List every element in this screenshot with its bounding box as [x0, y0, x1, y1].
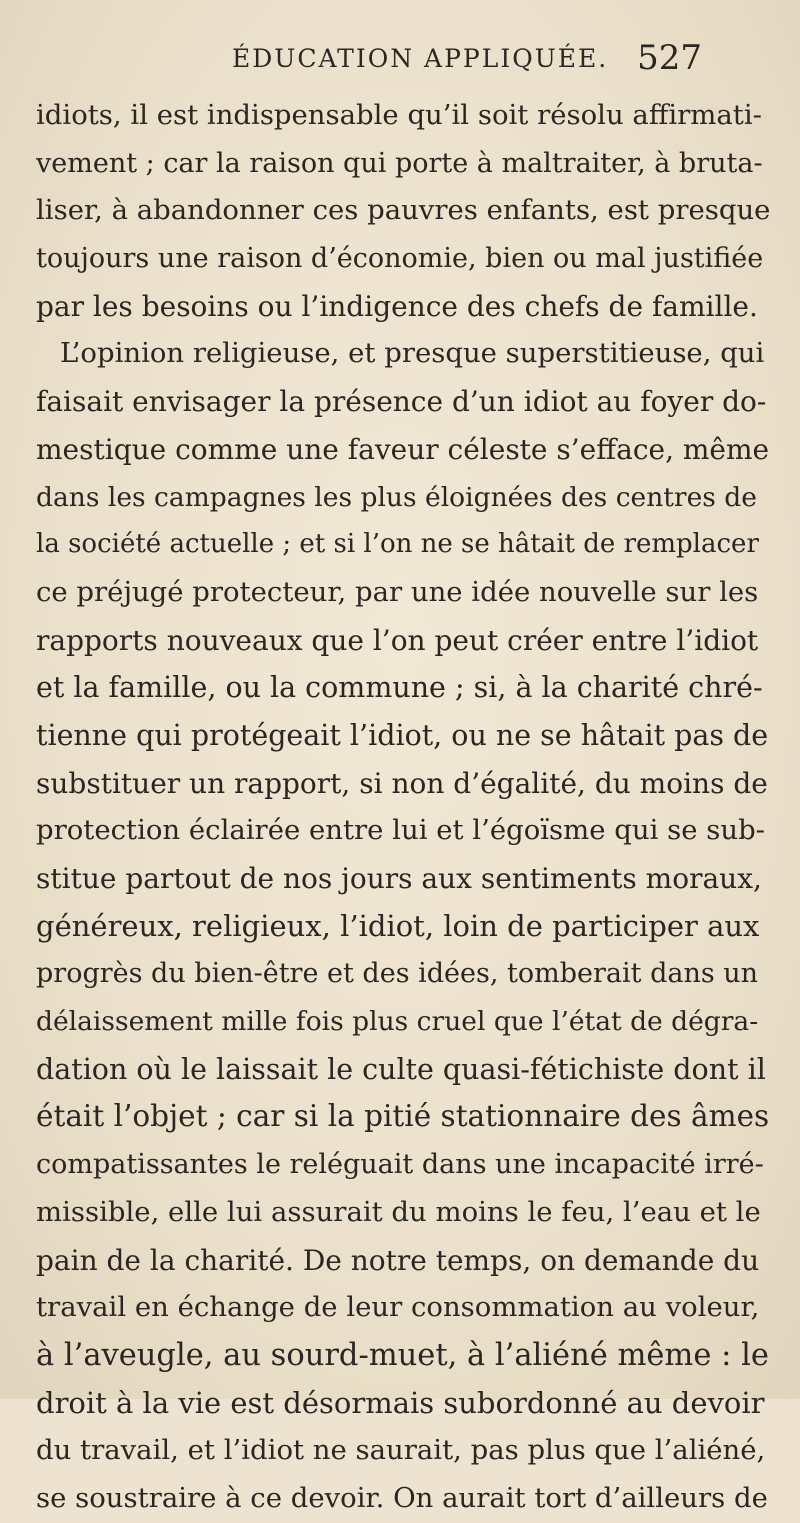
running-title: ÉDUCATION APPLIQUÉE. [232, 44, 609, 73]
text-line: était l’objet ; car si la pitié stationnaire des âmes [36, 1099, 770, 1134]
text-line: substituer un rapport, si non d’égalité, du moins de [36, 766, 768, 800]
text-line: pain de la charité. De notre temps, on demande du [36, 1243, 760, 1277]
text-line: et la famille, ou la commune ; si, à la charité chré- [36, 671, 763, 705]
text-line: tienne qui protégeait l’idiot, ou ne se hâtait pas de [36, 718, 769, 752]
text-line: vement ; car la raison qui porte à maltraiter, à bruta- [36, 147, 763, 179]
page-header [232, 38, 702, 84]
text-line: à l’aveugle, au sourd-muet, à l’aliéné même : le [36, 1337, 769, 1373]
body-text [36, 92, 770, 1523]
text-line: se soustraire à ce devoir. On aurait tort d’ailleurs de [36, 1481, 768, 1514]
text-line: mestique comme une faveur céleste s’efface, même [36, 432, 770, 466]
text-line: la société actuelle ; et si l’on ne se hâtait de remplacer [36, 529, 759, 560]
text-line: idiots, il est indispensable qu’il soit résolu affirmati- [36, 99, 762, 131]
text-line: protection éclairée entre lui et l’égoïsme qui se sub- [36, 814, 765, 847]
text-line: missible, elle lui assurait du moins le feu, l’eau et le [36, 1195, 761, 1228]
text-line: travail en échange de leur consommation au voleur, [36, 1291, 760, 1324]
text-line: dans les campagnes les plus éloignées des centres de [36, 481, 757, 513]
text-line: toujours une raison d’économie, bien ou mal justifiée [36, 243, 764, 275]
text-line: droit à la vie est désormais subordonné au devoir [36, 1385, 765, 1420]
text-line: du travail, et l’idiot ne saurait, pas plus que l’aliéné, [36, 1434, 766, 1467]
text-line: par les besoins ou l’indigence des chefs de famille. [36, 289, 758, 323]
text-line: dation où le laissait le culte quasi-fétichiste dont il [36, 1052, 766, 1086]
text-line: progrès du bien-être et des idées, tomberait dans un [36, 958, 759, 990]
text-line: généreux, religieux, l’idiot, loin de participer aux [36, 908, 760, 943]
text-line: liser, à abandonner ces pauvres enfants, est presque [36, 194, 770, 227]
page-number: 527 [637, 38, 702, 78]
text-line: faisait envisager la présence d’un idiot au foyer do- [36, 385, 767, 419]
text-line: stitue partout de nos jours aux sentiments moraux, [36, 862, 762, 895]
text-line: délaissement mille fois plus cruel que l’état de dégra- [36, 1006, 759, 1038]
text-line: compatissantes le reléguait dans une incapacité irré- [36, 1149, 764, 1181]
text-line: ce préjugé protecteur, par une idée nouvelle sur les [36, 575, 759, 608]
text-line-paragraph-start: L’opinion religieuse, et presque superstitieuse, qui [60, 337, 765, 370]
text-line: rapports nouveaux que l’on peut créer entre l’idiot [36, 623, 759, 657]
